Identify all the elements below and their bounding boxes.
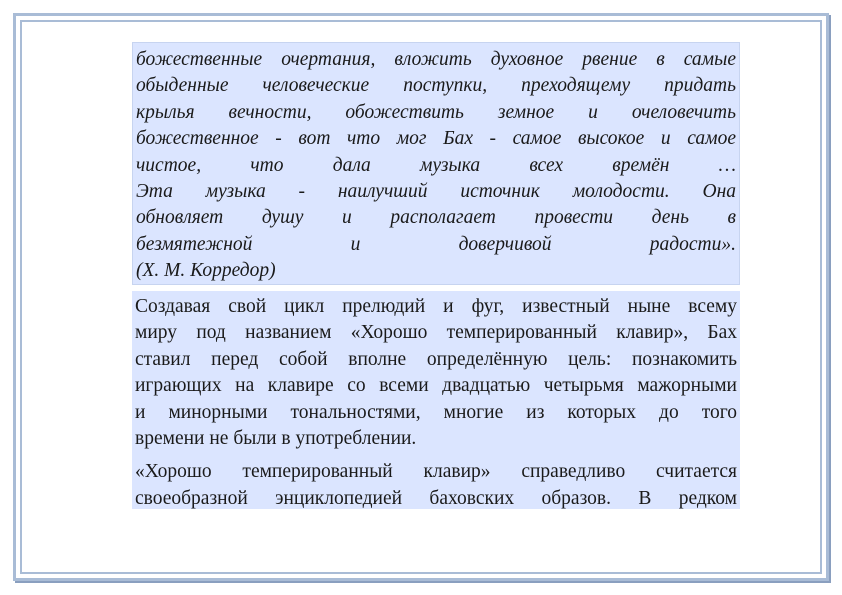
body-line: «Хорошо темперированный клавир» справедливо считается [135,461,737,483]
quote-line: крылья вечности, обожествить земное и очеловечить [136,101,736,123]
quote-line: обыденные человеческие поступки, преходящему придать [136,75,736,97]
quote-line: безмятежной и доверчивой радости». [136,233,736,255]
body-line: Создавая свой цикл прелюдий и фуг, известный ныне всему [135,296,737,317]
body-paragraph-2 [135,459,737,512]
body-line: играющих на клавире со всеми двадцатью четырьмя мажорными [135,375,737,397]
quote-line: чистое, что дала музыка всех времён … [136,154,736,176]
quote-attribution: (Х. М. Корредор) [136,260,276,282]
quote-line: Эта музыка - наилучший источник молодости. Она [136,181,736,203]
body-line: ставил перед собой вполне определённую цель: познакомить [135,348,737,370]
quote-line: божественные очертания, вложить духовное рвение в самые [136,49,736,70]
quote-line: божественное - вот что мог Бах - самое высокое и самое [136,128,736,150]
body-line: и минорными тональностями, многие из которых до того [135,401,737,423]
body-line: миру под названием «Хорошо темперированный клавир», Бах [135,322,737,344]
body-line: времени не были в употреблении. [135,428,417,450]
body-line: своеобразной энциклопедией баховских образов. В редком [135,487,737,509]
body-paragraph-1 [135,294,737,452]
quote-line: обновляет душу и располагает провести день в [136,207,736,229]
quote-text-block [132,42,740,285]
body-text-block [132,291,740,509]
